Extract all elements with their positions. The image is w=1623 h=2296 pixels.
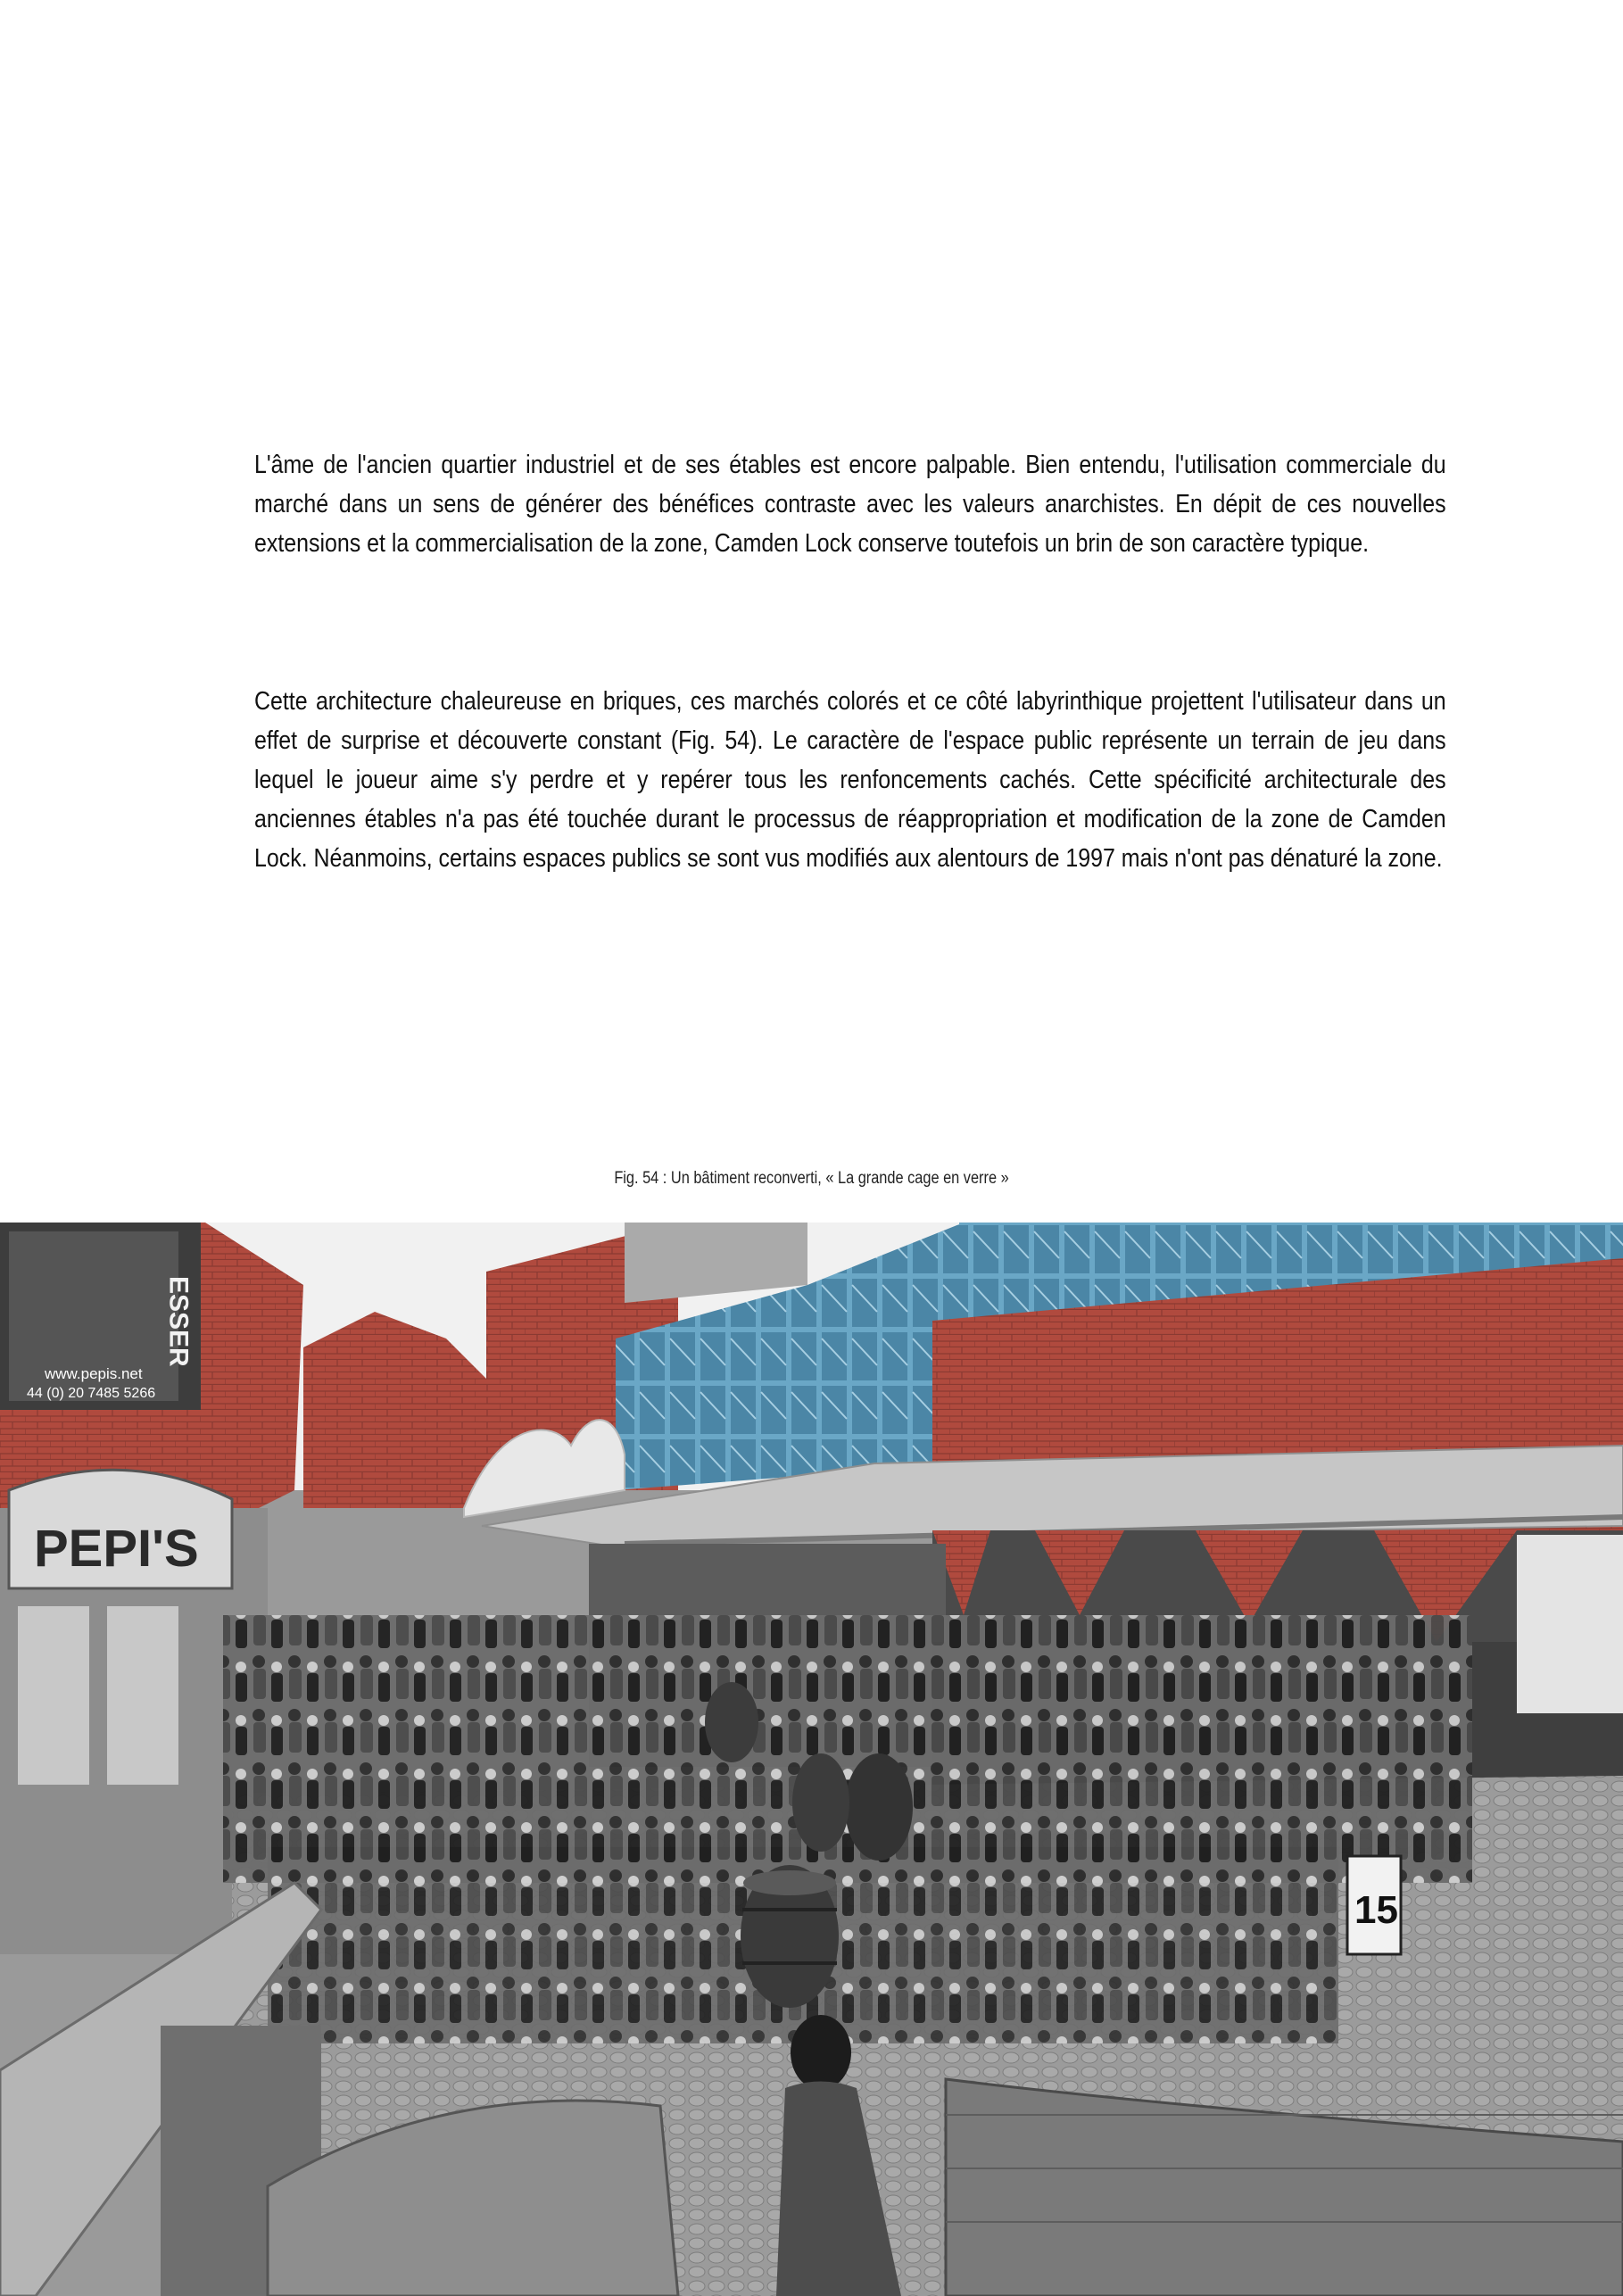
crowd <box>223 1615 1472 1883</box>
website-text: www.pepis.net <box>45 1365 143 1382</box>
pepis-sign-text: PEPI'S <box>34 1520 199 1578</box>
figure-caption: Fig. 54 : Un bâtiment reconverti, « La grande cage en verre » <box>614 1169 1009 1188</box>
phone-text: 44 (0) 20 7485 5266 <box>27 1386 156 1401</box>
banner-text: ESSER <box>163 1276 194 1367</box>
market-photo <box>0 1223 1623 2296</box>
paragraph-2: Cette architecture chaleureuse en briques, ces marchés colorés et ce côté labyrinthique projettent l'utilisateur dans un effet de surprise et découverte constant (Fig. 54). Le caractère de l'espace public représente un terrain de jeu dans lequel le joueur aime s'y perdre et y repérer tous les renfoncements cachés. Cette spécificité architecturale des anciennes étables n'a pas été touchée durant le processus de réappropriation et modification de la zone de Camden Lock. Néanmoins, certains espaces publics se sont vus modifiés aux alentours de 1997 mais n'ont pas dénaturé la zone. <box>254 687 1446 873</box>
paragraph-1: L'âme de l'ancien quartier industriel et de ses étables est encore palpable. Bien entendu, l'utilisation commerciale du marché dans un sens de générer des bénéfices contraste avec les valeurs anarchistes. En dépit de ces nouvelles extensions et la commercialisation de la zone, Camden Lock conserve toutefois un brin de son caractère typique. <box>254 451 1446 558</box>
stall-number: 15 <box>1354 1888 1398 1932</box>
